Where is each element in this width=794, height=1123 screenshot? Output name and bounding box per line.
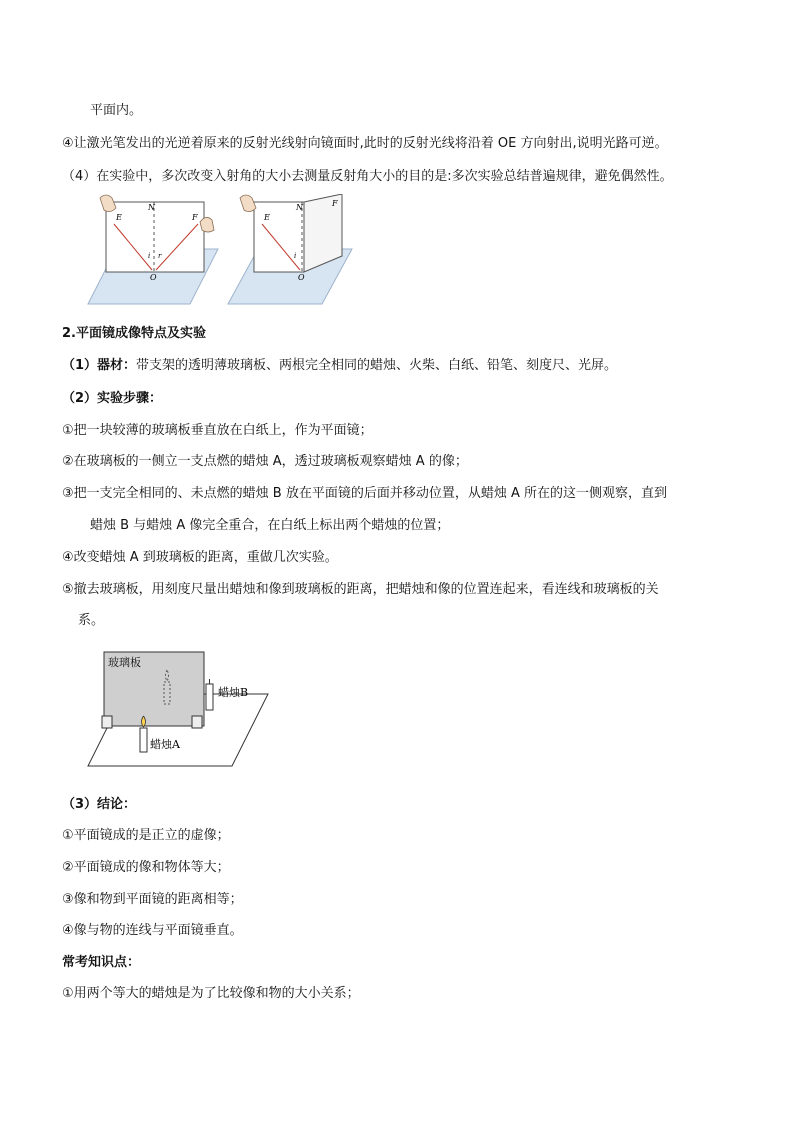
- candle-b: [206, 684, 213, 710]
- plane-mirror-figure: [84, 646, 274, 772]
- candle-a: [140, 728, 147, 752]
- conclusion-item: ①平面镜成的是正立的虚像；: [62, 828, 230, 843]
- conclusion-item: ②平面镜成的像和物体等大；: [62, 860, 230, 875]
- section-title: 2.平面镜成像特点及实验: [62, 326, 206, 341]
- step-item: 系。: [78, 613, 105, 628]
- support-stand: [192, 716, 202, 728]
- flame-icon: [142, 716, 146, 727]
- label-f: F: [332, 199, 338, 208]
- equipment-text: 带支架的透明薄玻璃板、两根完全相同的蜡烛、火柴、白纸、铅笔、刻度尺、光屏。: [136, 358, 618, 373]
- conclusion-label: （3）结论：: [62, 797, 137, 812]
- text-line: [62, 357, 617, 375]
- step-item: ①把一块较薄的玻璃板垂直放在白纸上，作为平面镜；: [62, 423, 373, 438]
- conclusion-item: ③像和物到平面镜的距离相等；: [62, 892, 243, 907]
- reflection-experiment-figure: [70, 194, 360, 309]
- label-f: F: [192, 213, 198, 222]
- label-n: N: [148, 203, 155, 212]
- common-item: ①用两个等大的蜡烛是为了比较像和物的大小关系；: [62, 986, 360, 1001]
- label-glass: 玻璃板: [108, 656, 141, 669]
- label-i: i: [148, 252, 151, 260]
- label-o: O: [150, 273, 157, 282]
- hand-icon: [240, 195, 256, 212]
- step-item: ⑤撤去玻璃板，用刻度尺量出蜡烛和像到玻璃板的距离，把蜡烛和像的位置连起来，看连线和玻璃板的关: [62, 582, 659, 597]
- equipment-label: （1）器材：: [62, 358, 137, 373]
- paper-board-right: [254, 202, 304, 272]
- support-stand: [102, 716, 112, 728]
- label-e: E: [116, 213, 122, 222]
- step-item: ④改变蜡烛 A 到玻璃板的距离，重做几次实验。: [62, 550, 338, 565]
- text-line: ④让激光笔发出的光逆着原来的反射光线射向镜面时,此时的反射光线将沿着 OE 方向射出,说明光路可逆。: [62, 136, 668, 151]
- steps-label: （2）实验步骤：: [62, 391, 163, 406]
- label-n: N: [296, 203, 303, 212]
- step-item: ③把一支完全相同的、未点燃的蜡烛 B 放在平面镜的后面并移动位置，从蜡烛 A 所在的这一侧观察，直到: [62, 486, 667, 501]
- label-i: i: [294, 252, 297, 260]
- step-item: 蜡烛 B 与蜡烛 A 像完全重合，在白纸上标出两个蜡烛的位置；: [90, 518, 450, 533]
- label-candle-b: 蜡烛B: [218, 686, 249, 699]
- text-line: 平面内。: [90, 103, 143, 118]
- hand-icon: [100, 195, 116, 212]
- label-o: O: [298, 273, 305, 282]
- hand-icon: [200, 217, 214, 232]
- label-e: E: [264, 213, 270, 222]
- text-line: （4）在实验中，多次改变入射角的大小去测量反射角大小的目的是:多次实验总结普遍规律，避免偶然性。: [62, 169, 673, 184]
- common-label: 常考知识点：: [62, 955, 141, 970]
- conclusion-item: ④像与物的连线与平面镜垂直。: [62, 923, 243, 938]
- label-candle-a: 蜡烛A: [150, 738, 180, 751]
- label-r: r: [158, 252, 162, 260]
- step-item: ②在玻璃板的一侧立一支点燃的蜡烛 A，透过玻璃板观察蜡烛 A 的像；: [62, 454, 468, 469]
